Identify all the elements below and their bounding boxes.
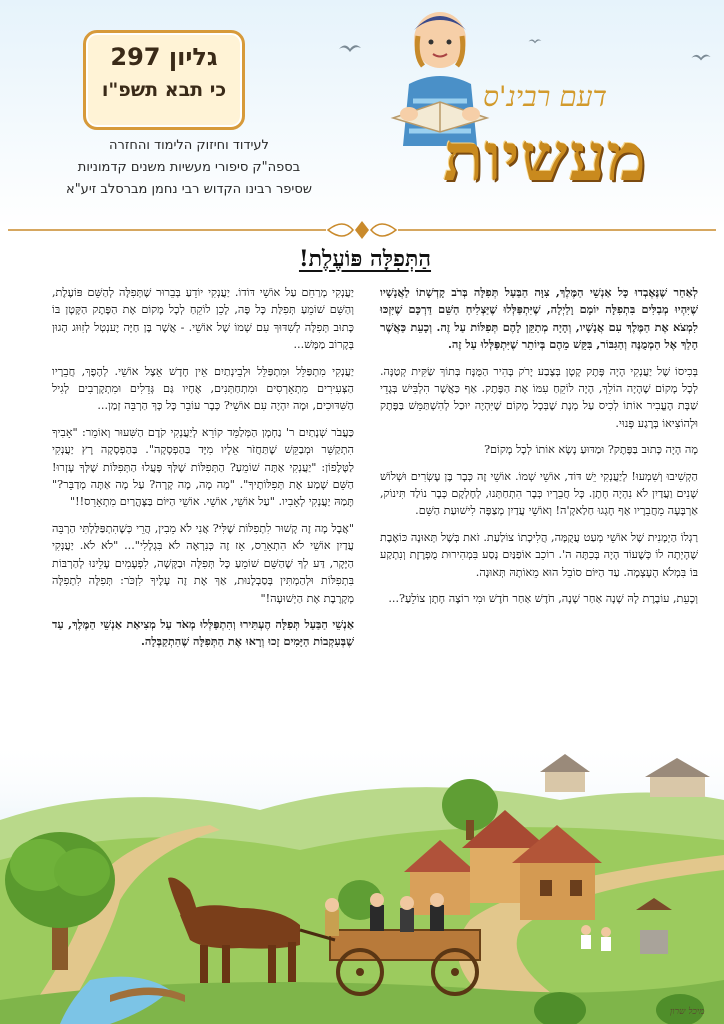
paragraph: הַקְשִׁיבוּ וְשִׁמְעוּ! לְיַעֲנְקִי יֵשׁ דּוֹד, אוֹשֵׁי שְׁמוֹ. אוֹשֵׁי זֶה כְּבָר בֶּן עֶשְׂרִים וּשְׁלוֹשׁ שָׁנִים וַעֲדַיִן לֹא נִהְיָה חָתָן. כָּל חֲבֵרָיו כְּבָר הִתְחַתְּנוּ, לְחֶלְקָם כְּבָר נוֹלַד תִּינוֹק, אַרְבָּעָה מֵחֲבֵרָיו אַף חָגְגוּ חַלַאקָ'ה! וְאוֹשֵׁי עֲדַיִן מְצַפֶּה לִישׁוּעַת הַשֵּׁם. xyxy=(380,469,698,518)
paragraph: "אֲבָל מָה זֶה קָשׁוּר לִתְפִלּוֹת שֶׁלִּי? אֲנִי לֹא מֵבִין, הֲרֵי כְּשֶׁהִתְפַּלַּלְתִּי הַרְבֵּה עֲדַיִן אוֹשֵׁי לֹא הִתְאָרֵס, אָז זֶה כְּנִרְאֶה לֹא בִּגְלָלִי"... "לֹא לֹא. יַעֲנְקִי הַיָּקָר, דַּע לְךָ שֶׁהַשֵּׁם שׁוֹמֵעַ כָּל תְּפִלָּה וּבַקָּשָׁה, לִפְעָמִים עָלֵינוּ לְהַרְבּוֹת בִּתְפִלּוֹת וּלְהַמְתִּין בְּסַבְלָנוּת, אַךְ אֶת זֶה עָלֶיךָ לִזְכֹּר: תְּפִלָּה לִתְפִלָּה מְקָרֶבֶת אֶת הַיְשׁוּעָה!" xyxy=(52,521,354,605)
article-column-left xyxy=(52,284,354,660)
paragraph: רַגְלוֹ הַיְמָנִית שֶׁל אוֹשֵׁי מְעַט עֲקֻמָּה, הֲלִיכָתוֹ צוֹלַעַת. זֹאת בְּשֶׁל תְּאוּנָה כּוֹאֶבֶת שֶׁהָיְתָה לוֹ כְּשֶׁעוֹד הָיָה בְּכִתָּה ה'. רוֹכֵב אוֹפַנַּיִם נָסַע בִּמְהִירוּת מֻפְרֶזֶת וְנִתְקַע בּוֹ בִּמְלֹא הָעָצְמָה. עַד הַיּוֹם סוֹבֵל הוּא מֵאוֹתָהּ תְּאוּנָה. xyxy=(380,530,698,579)
bird-icon xyxy=(528,36,542,46)
issue-box xyxy=(83,30,245,130)
paragraph: יַעֲנְקִי מְרַחֵם עַל אוֹשֵׁי דּוֹדוֹ. יַעֲנְקִי יוֹדֵעַ בְּבֵרוּר שֶׁתְּפִלָּה לְהַשֵּׁם פּוֹעֶלֶת, וְהַשֵּׁם שׁוֹמֵעַ תְּפִלַּת כָּל פֶּה, לָכֵן לוֹקֵחַ לְכָל מָקוֹם אֶת הַפֶּתֶק הַקָּטָן בּוֹ כָּתוּב תְּפִלָּה לְשִׁדּוּךְ עִם שְׁמוֹ שֶׁל אוֹשֵׁי. - אֲשֶׁר בֶּן חַיָּה יֶענְטְל לְזִוּוּג הָגוּן בְּקָרוֹב מַמָּשׁ... xyxy=(52,286,354,352)
paragraph: אַנְשֵׁי הַבַּעַל תְּפִלָּה הֶעְתִּירוּ וְהִתְפַּלְּלוּ מְאֹד עַל מְצִיאַת אַנְשֵׁי הַמֶּלֶךְ, עַד שֶׁבְּעִקְבוֹת הַיָּמִים זָכוּ וְרָאוּ אֶת הַתְּפִלָּה שֶׁהִתְקַבְּלָה. xyxy=(52,616,354,649)
paragraph: וְכָעֵת, עוֹבֶרֶת לָהּ שָׁנָה אַחַר שָׁנָה, חֹדֶשׁ אַחַר חֹדֶשׁ וּמִי רוֹצֶה חָתָן צוֹלֵעַ?... xyxy=(388,592,698,606)
paragraph: יַעֲנְקִי מִתְפַּלֵּל וּמִתְפַּלֵּל וּלְבֵינְתַיִם אֵין חָדָשׁ אֵצֶל אוֹשֵׁי. לְהֶפֶךְ, חֲבֵרָיו הַצְּעִירִים מִתְאָרְסִים וּמִתְחַתְּנִים, אֶחָיו גַּם גְּדֵלִים וּמִתְקָרְבִים לְגִיל הַשִּׁדּוּכִים, וּמָה יִהְיֶה עִם אוֹשֵׁי? כְּבָר עוֹבֵר כָּל כָּךְ הַרְבֵּה זְמַן... xyxy=(52,364,354,413)
masthead-main-title: מעשיות xyxy=(443,118,647,196)
paragraph: כַּעֲבֹר שְׁנָתַיִם ר' נַחְמָן הַמְּלַמֵּד קוֹרֵא לְיַעֲנְקִי קֹדֶם הַשִּׁעוּר וְאוֹמֵר: "אָבִיךָ הִתְקַשֵּׁר וּמְבַקֵּשׁ שֶׁתַּחֲזֹר אֵלָיו מִיָּד בַּהַפְסָקָה". בַּהַפְסָקָה רָץ יַעֲנְקִי לַטֶּלֶפוֹן: "יַעֲנְקִי אַתָּה שׁוֹמֵעַ? הַתְּפִלּוֹת שֶׁלְּךָ פָּעֲלוּ הַתְּפִלּוֹת שֶׁלְּךָ עָזְרוּ! הַשֵּׁם שָׁמַע אֶת תְּפִלּוֹתֶיךָ". "מָה מָה, מָה קָרָה? עַל מָה אַתָּה מְדַבֵּר?" תָּמַהּ יַעֲנְקִי לְאָבִיו. "עַל אוֹשֵׁי, אוֹשֵׁי. אוֹשֵׁי הַיּוֹם בַּצָּהֳרַיִם מִתְאָרֵס!!" xyxy=(52,425,354,509)
ornamental-divider xyxy=(8,216,716,244)
artist-signature: מיכל שרון xyxy=(670,1007,705,1017)
issue-number: גליון 297 xyxy=(110,43,218,71)
paragraph: לְאַחַר שֶׁנֶּאֶבְדוּ כָּל אַנְשֵׁי הַמֶּלֶךְ, צִוָּה הַבַּעַל תְּפִלָּה בְּרֹב קָדְשָׁתוֹ לַאֲנָשָׁיו שֶׁיִּהְיוּ מְבַלִּים בִּתְפִלָּה יוֹמָם וָלַיְלָה, שֶׁיִּתְפַּלְּלוּ שֶׁיַּצְלִיחַ הַשֵּׁם דַּרְכָּם שֶׁיִּזְכּוּ לִמְצֹא אֶת הַמֶּלֶךְ עִם אֲנָשָׁיו, וְהָיָה מְתַקֵּן לָהֶם תְּפִלּוֹת עַל זֶה. וְכָעֵת כַּאֲשֶׁר הָלַךְ אֶל הַמְמֻנֶּה וְהַגִּבּוֹר, בִּקֵּשׁ מֵהֶם בְּיוֹתֵר שֶׁיִּתְפַּלְּלוּ עַל זֶה. xyxy=(380,285,698,352)
bird-icon xyxy=(338,40,362,56)
paragraph: מָה הָיָה כָּתוּב בַּפֶּתֶק? וּמַדּוּעַ נָשָׂא אוֹתוֹ לְכָל מָקוֹם? xyxy=(484,443,698,457)
article-column-right xyxy=(380,284,698,617)
tagline-line: שסיפר רבינו הקדוש רבי נחמן מברסלב זיע"א xyxy=(66,182,312,197)
paragraph: בְּכִיסוֹ שֶׁל יַעֲנְקִי הָיָה פֶּתֶק קָטָן בְּצֶבַע יָרֹק בָּהִיר הַמֻּנָּח בְּתוֹךְ שַׂקִּית קְטַנָּה. לְכָל מָקוֹם שֶׁהָיָה הוֹלֵךְ, הָיָה לוֹקֵחַ עִמּוֹ אֶת הַפֶּתֶק. אַף כַּאֲשֶׁר הִלְבִּישׁ בְּגָדֵי שַׁבָּת הֶעֱבִיר אוֹתוֹ לְכִיס עַל מְנָת שֶׁבְּכָל מָקוֹם שֶׁיִּהְיֶה יוּכַל לְהִשְׁתַּמֵּשׁ בַּפֶּתֶק וּלְהוֹצִיאוֹ בְּרֶגַע פְּנוּי. xyxy=(380,364,698,430)
tagline-line: בספה"ק סיפורי מעשיות משנים קדמוניות xyxy=(77,160,301,175)
article-title: הַתְּפִלָּה פּוֹעֶלֶת! xyxy=(298,246,432,272)
village-scene-illustration xyxy=(0,740,724,1024)
issue-parsha: כי תבא תשפ"ו xyxy=(101,79,227,101)
masthead-script-title: דעם רבינ'ס xyxy=(483,80,607,113)
bird-icon xyxy=(690,50,712,64)
header xyxy=(0,0,724,232)
tagline-line: לעידוד וחיזוק הלימוד והחזרה xyxy=(109,138,269,153)
